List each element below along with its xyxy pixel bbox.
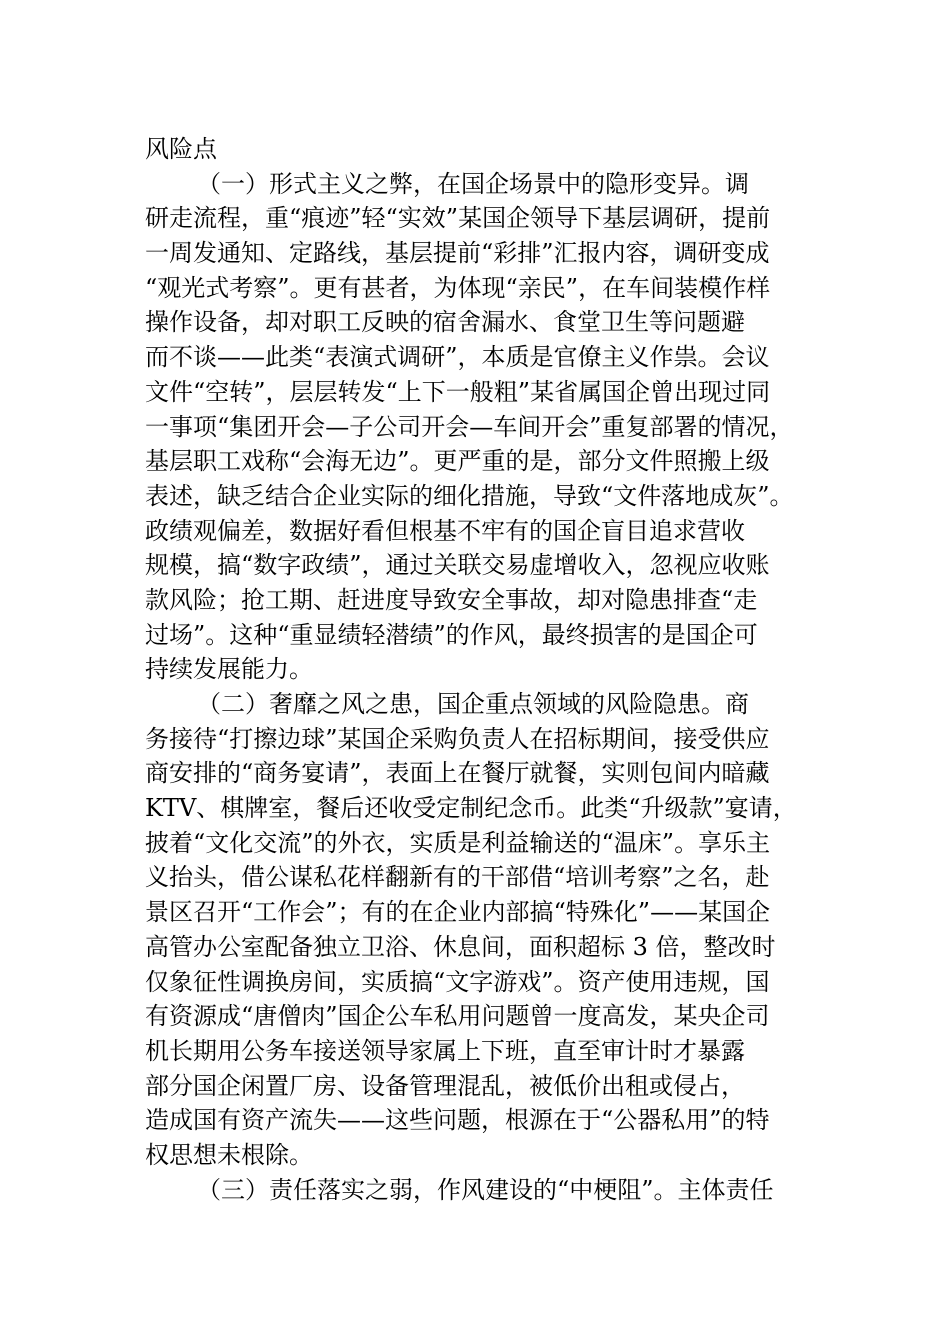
paragraph-1-line: 一周发通知、定路线，基层提前“彩排”汇报内容，调研变成 xyxy=(145,239,770,268)
paragraph-2-line: KTV、棋牌室，餐后还收受定制纪念币。此类“升级款”宴请， xyxy=(145,794,797,823)
paragraph-1-line: 规模，搞“数字政绩”，通过关联交易虚增收入，忽视应收账 xyxy=(145,551,770,580)
paragraph-2-line: 部分国企闲置厂房、设备管理混乱，被低价出租或侵占， xyxy=(145,1071,745,1100)
paragraph-2-line: （二）奢靡之风之患，国企重点领域的风险隐患。商 xyxy=(197,690,749,718)
paragraph-1-line: 款风险；抢工期、赶进度导致安全事故，却对隐患排查“走 xyxy=(145,585,758,614)
paragraph-1-line: 政绩观偏差，数据好看但根基不牢有的国企盲目追求营收 xyxy=(145,516,745,545)
paragraph-2-line: 权思想未根除。 xyxy=(145,1140,313,1169)
paragraph-2-line: 景区召开“工作会”；有的在企业内部搞“特殊化”——某国企 xyxy=(145,898,771,927)
paragraph-1-line: 文件“空转”，层层转发“上下一般粗”某省属国企曾出现过同 xyxy=(145,377,771,406)
paragraph-1-line: 基层职工戏称“会海无边”。更严重的是，部分文件照搬上级 xyxy=(145,447,770,476)
paragraph-2-line: 高管办公室配备独立卫浴、休息间，面积超标 3 倍，整改时 xyxy=(145,932,776,961)
paragraph-2-line: 披着“文化交流”的外衣，实质是利益输送的“温床”。享乐主 xyxy=(145,828,771,857)
paragraph-1-line: “观光式考察”。更有甚者，为体现“亲民”，在车间装模作样 xyxy=(145,273,771,302)
paragraph-1-line: 表述，缺乏结合企业实际的细化措施，导致“文件落地成灰”。 xyxy=(145,481,794,510)
paragraph-2-line: 务接待“打擦边球”某国企采购负责人在招标期间，接受供应 xyxy=(145,724,770,753)
paragraph-2-line: 造成国有资产流失——这些问题，根源在于“公器私用”的特 xyxy=(145,1106,770,1135)
paragraph-2-line: 有资源成“唐僧肉”国企公车私用问题曾一度高发，某央企司 xyxy=(145,1002,770,1031)
paragraph-1-line: 过场”。这种“重显绩轻潜绩”的作风，最终损害的是国企可 xyxy=(145,620,758,649)
paragraph-1-line: 研走流程，重“痕迹”轻“实效”某国企领导下基层调研，提前 xyxy=(145,204,771,233)
paragraph-1-line: 而不谈——此类“表演式调研”，本质是官僚主义作祟。会议 xyxy=(145,343,770,372)
paragraph-1-line: 一事项“集团开会—子公司开会—车间开会”重复部署的情况， xyxy=(145,412,794,441)
paragraph-2-line: 义抬头，借公谋私花样翻新有的干部借“培训考察”之名，赴 xyxy=(145,863,770,892)
paragraph-1-line: 持续发展能力。 xyxy=(145,655,313,684)
paragraph-2-line: 商安排的“商务宴请”，表面上在餐厅就餐，实则包间内暗藏 xyxy=(145,759,770,788)
section-heading: 风险点 xyxy=(145,135,217,163)
document-body xyxy=(145,132,835,1207)
paragraph-1-line: （一）形式主义之弊，在国企场景中的隐形变异。调 xyxy=(197,169,749,198)
paragraph-1-line: 操作设备，却对职工反映的宿舍漏水、食堂卫生等问题避 xyxy=(145,308,745,337)
paragraph-2-line: 机长期用公务车接送领导家属上下班，直至审计时才暴露 xyxy=(145,1036,745,1065)
paragraph-3-line: （三）责任落实之弱，作风建设的“中梗阻”。主体责任 xyxy=(197,1175,774,1204)
paragraph-2-line: 仅象征性调换房间，实质搞“文字游戏”。资产使用违规，国 xyxy=(145,967,770,996)
